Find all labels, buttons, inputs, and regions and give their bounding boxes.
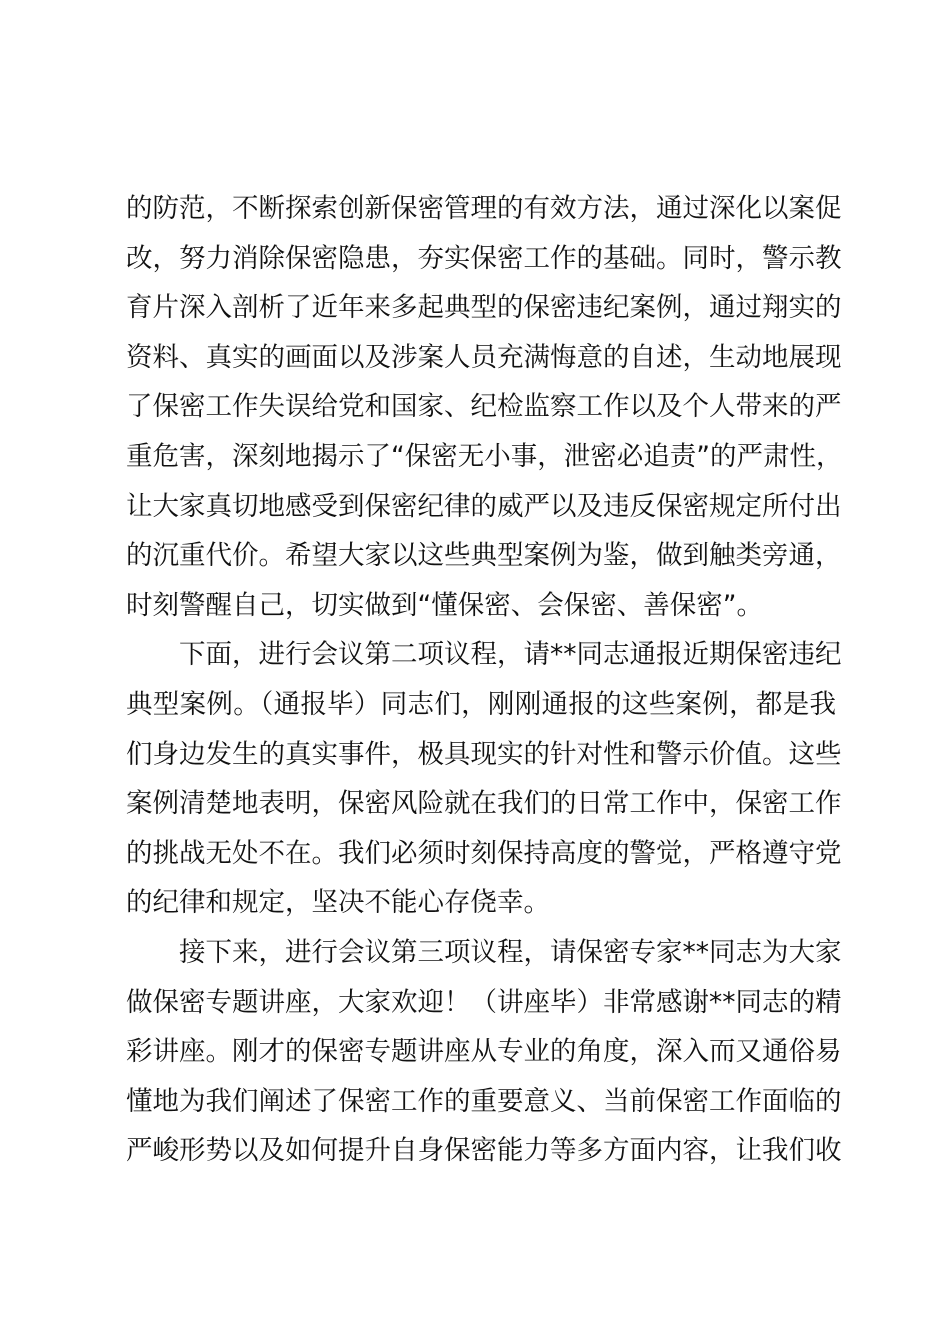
paragraph-start-line: 接下来，进行会议第三项议程，请保密专家**同志为大家 bbox=[179, 936, 842, 968]
text-line: 了保密工作失误给党和国家、纪检监察工作以及个人带来的严 bbox=[126, 391, 842, 423]
text-line: 严峻形势以及如何提升自身保密能力等多方面内容，让我们收 bbox=[126, 1135, 842, 1167]
text-line: 案例清楚地表明，保密风险就在我们的日常工作中，保密工作 bbox=[126, 788, 842, 820]
text-line: 的沉重代价。希望大家以这些典型案例为鉴，做到触类旁通， bbox=[126, 540, 842, 572]
text-line: 懂地为我们阐述了保密工作的重要意义、当前保密工作面临的 bbox=[126, 1085, 842, 1117]
body-text bbox=[126, 184, 843, 1176]
text-line: 时刻警醒自己，切实做到“懂保密、会保密、善保密”。 bbox=[126, 589, 763, 621]
text-line: 的防范，不断探索创新保密管理的有效方法，通过深化以案促 bbox=[126, 193, 842, 224]
text-line: 的纪律和规定，坚决不能心存侥幸。 bbox=[126, 887, 550, 919]
text-line: 资料、真实的画面以及涉案人员充满悔意的自述，生动地展现 bbox=[126, 341, 842, 373]
text-line: 重危害，深刻地揭示了“保密无小事，泄密必追责”的严肃性， bbox=[126, 440, 843, 472]
text-line: 们身边发生的真实事件，极具现实的针对性和警示价值。这些 bbox=[126, 738, 842, 770]
text-line: 做保密专题讲座，大家欢迎！（讲座毕）非常感谢**同志的精 bbox=[126, 986, 842, 1018]
text-line: 让大家真切地感受到保密纪律的威严以及违反保密规定所付出 bbox=[126, 490, 842, 522]
text-line: 育片深入剖析了近年来多起典型的保密违纪案例，通过翔实的 bbox=[126, 292, 842, 324]
text-line: 典型案例。（通报毕）同志们，刚刚通报的这些案例，都是我 bbox=[126, 688, 836, 720]
text-line: 彩讲座。刚才的保密专题讲座从专业的角度，深入而又通俗易 bbox=[126, 1036, 842, 1068]
text-line: 的挑战无处不在。我们必须时刻保持高度的警觉，严格遵守党 bbox=[126, 837, 842, 869]
text-line: 改，努力消除保密隐患，夯实保密工作的基础。同时，警示教 bbox=[126, 242, 842, 274]
paragraph-start-line: 下面，进行会议第二项议程，请**同志通报近期保密违纪 bbox=[179, 639, 842, 671]
